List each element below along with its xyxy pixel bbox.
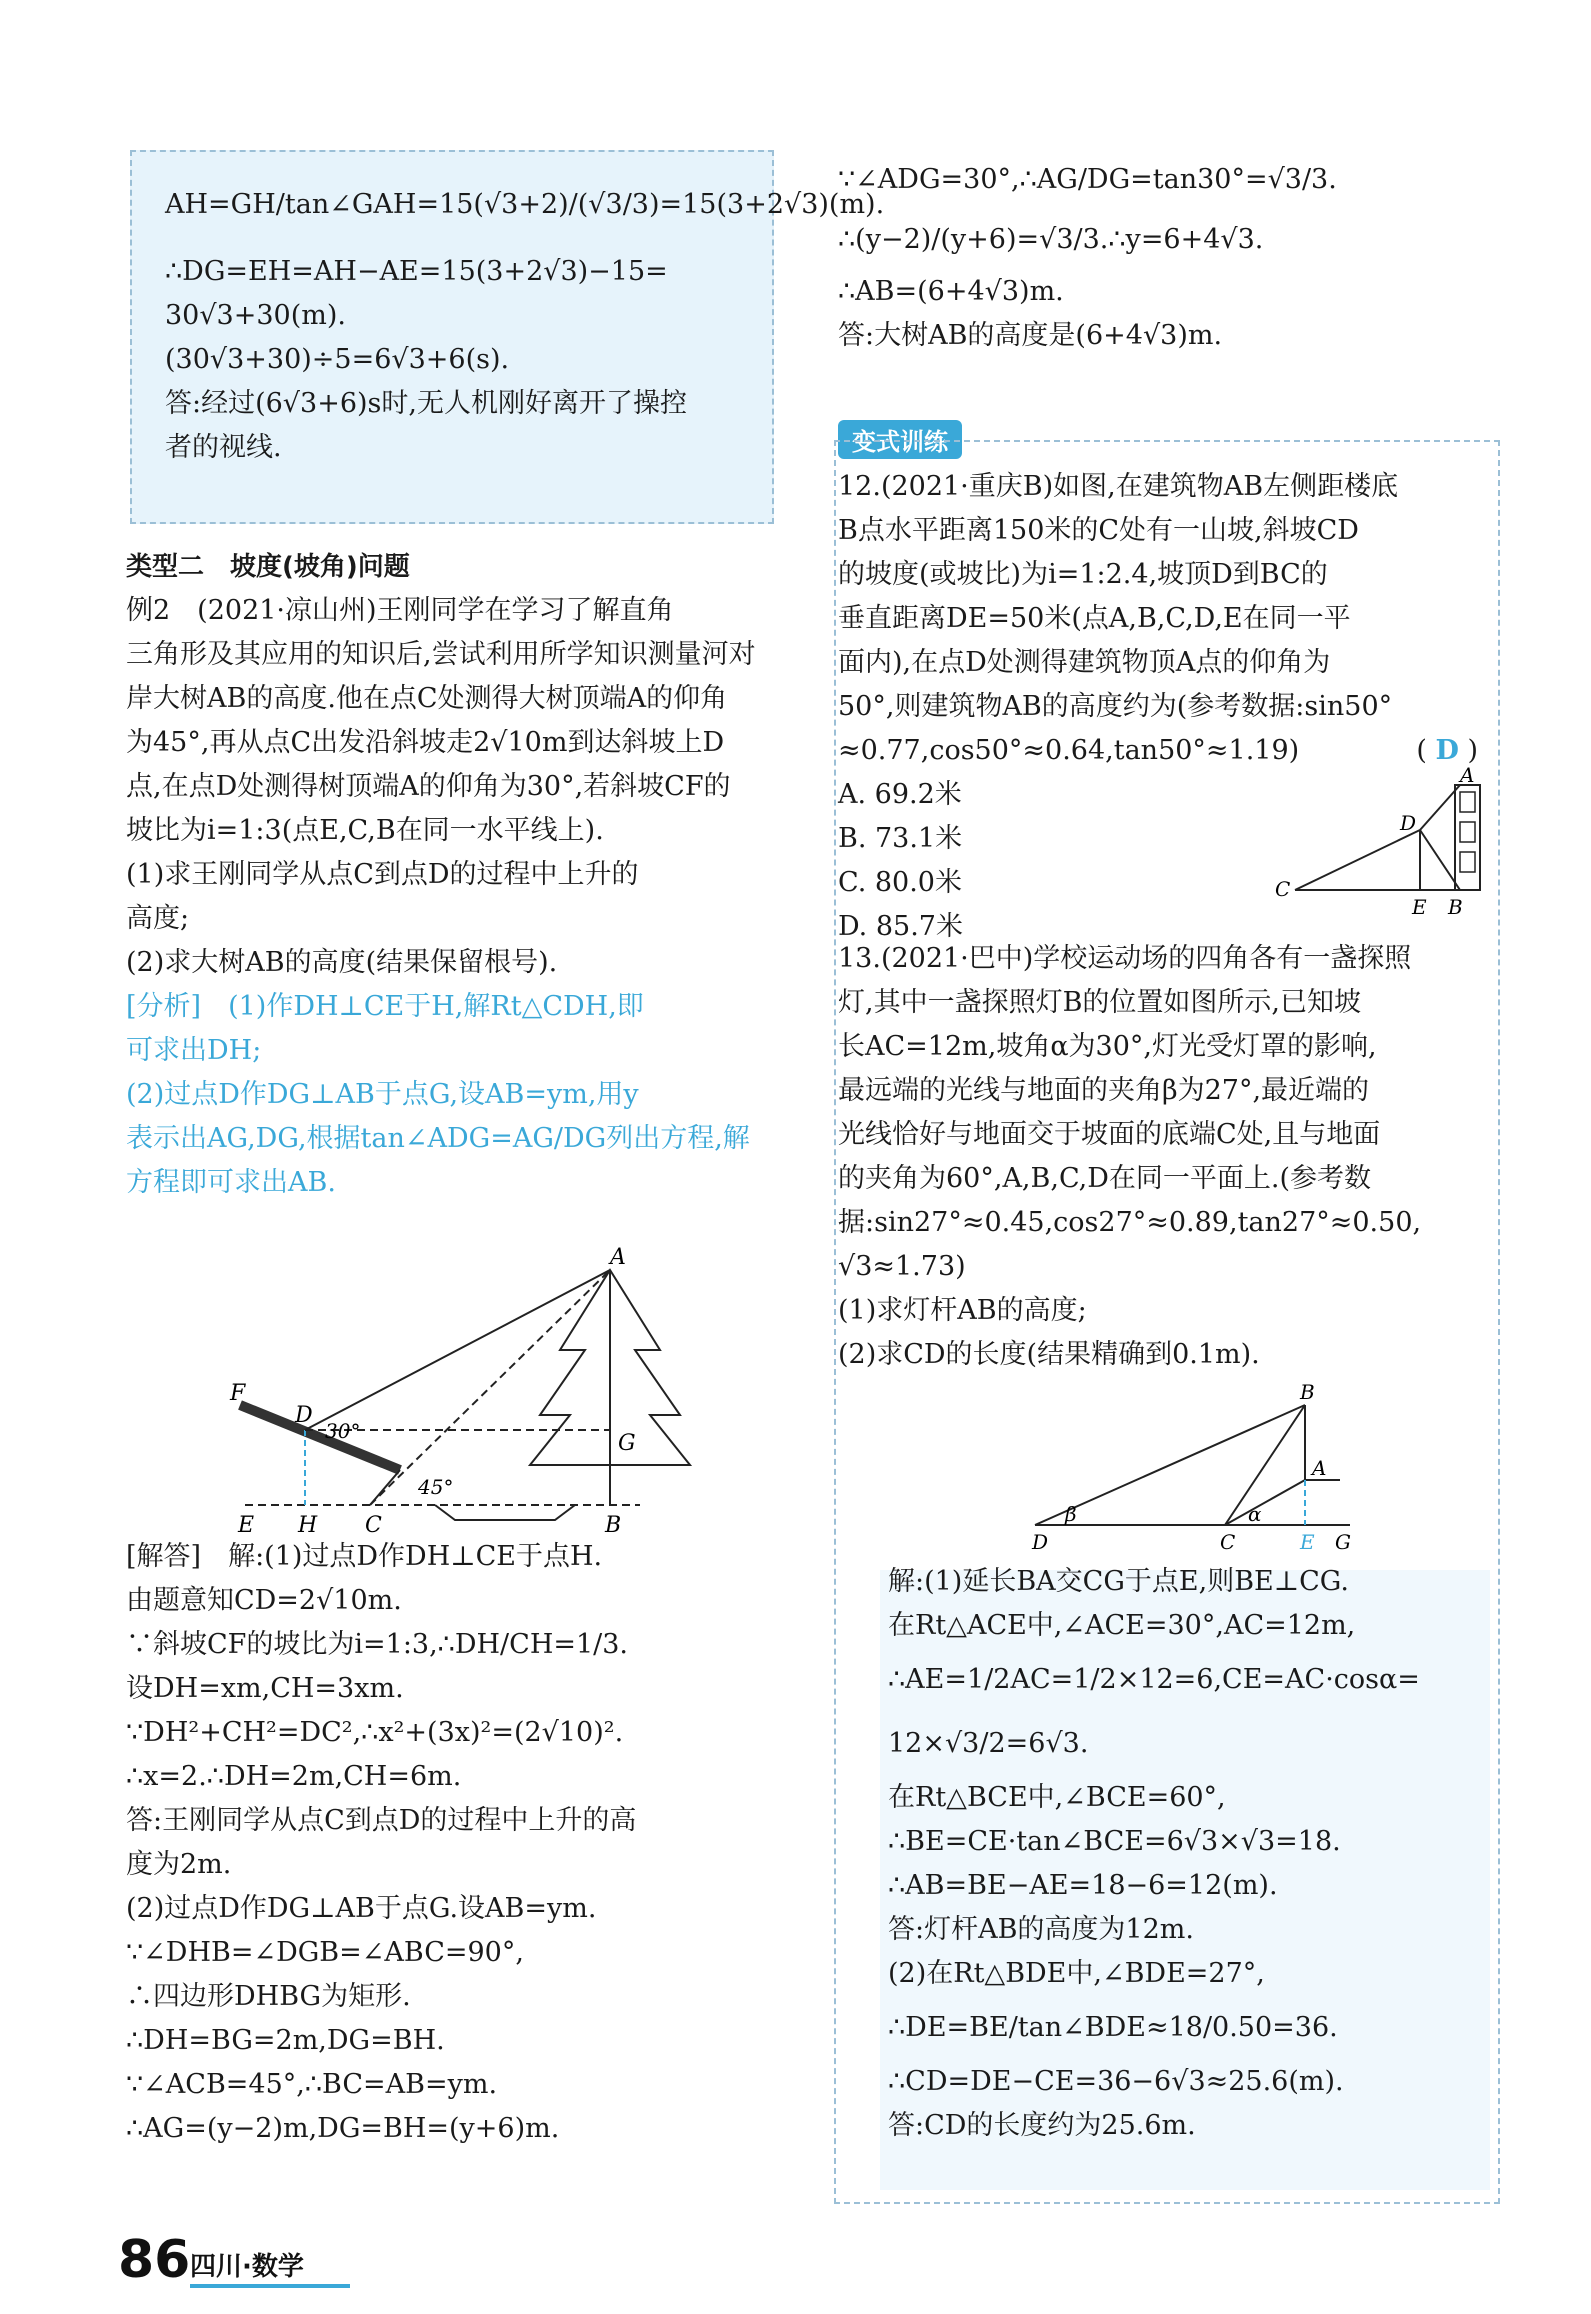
question-13 — [838, 937, 1490, 1377]
q13-label-D: D — [1032, 1530, 1049, 1554]
solution-line: ∴DH=BG=2m,DG=BH. — [126, 2025, 445, 2056]
fig-label-F: F — [230, 1381, 246, 1406]
solution-line: 度为2m. — [126, 1849, 232, 1880]
footer-label: 四川·数学 — [190, 2252, 304, 2282]
q13-line: (2)求CD的长度(结果精确到0.1m). — [838, 1339, 1260, 1370]
q13-sol-line: 解:(1)延长BA交CG于点E,则BE⊥CG. — [888, 1566, 1349, 1597]
example-line: 岸大树AB的高度.他在点C处测得大树顶端A的仰角 — [126, 683, 728, 714]
q13-line: 的夹角为60°,A,B,C,D在同一平面上.(参考数 — [838, 1163, 1371, 1194]
q13-sol-line: 答:CD的长度约为25.6m. — [888, 2110, 1196, 2141]
analysis-line: 方程即可求出AB. — [126, 1167, 336, 1198]
q13-sol-line: ∴AE=1/2AC=1/2×12=6,CE=AC·cosα= — [888, 1664, 1420, 1695]
q13-line: 灯,其中一盏探照灯B的位置如图所示,已知坡 — [838, 987, 1362, 1018]
q13-figure — [1020, 1380, 1360, 1555]
q13-sol-line: ∴AB=BE−AE=18−6=12(m). — [888, 1870, 1278, 1901]
analysis-line: (2)过点D作DG⊥AB于点G,设AB=ym,用y — [126, 1079, 639, 1110]
q12-line-ref: ≈0.77,cos50°≈0.64,tan50°≈1.19) — [838, 735, 1300, 766]
q13-sol-line: ∴DE=BE/tan∠BDE≈18/0.50=36. — [888, 2012, 1338, 2043]
example-line: 为45°,再从点C出发沿斜坡走2√10m到达斜坡上D — [126, 727, 725, 758]
solution-line: 由题意知CD=2√10m. — [126, 1585, 402, 1616]
right-line: ∵∠ADG=30°,∴AG/DG=tan30°=√3/3. — [838, 164, 1337, 195]
box-line: ∴DG=EH=AH−AE=15(3+2√3)−15= — [165, 256, 668, 287]
q12-line: 50°,则建筑物AB的高度约为(参考数据:sin50° — [838, 691, 1393, 722]
q12-line: B点水平距离150米的C处有一山坡,斜坡CD — [838, 515, 1359, 546]
q13-line: 长AC=12m,坡角α为30°,灯光受灯罩的影响, — [838, 1031, 1377, 1062]
q13-sol-line: (2)在Rt△BDE中,∠BDE=27°, — [888, 1958, 1265, 1989]
solution-line: ∴四边形DHBG为矩形. — [126, 1981, 411, 2012]
box-line: AH=GH/tan∠GAH=15(√3+2)/(√3/3)=15(3+2√3)(m). — [165, 189, 885, 220]
q13-label-alpha: α — [1248, 1502, 1262, 1526]
q12-label-E: E — [1412, 895, 1427, 919]
type-heading: 类型二 坡度(坡角)问题 — [126, 552, 410, 582]
fig-label-30: 30° — [325, 1419, 361, 1443]
q13-label-E: E — [1300, 1530, 1315, 1554]
fig-label-A: A — [610, 1245, 626, 1270]
fig-label-D: D — [295, 1403, 313, 1428]
q13-line: 最远端的光线与地面的夹角β为27°,最近端的 — [838, 1075, 1370, 1106]
q12-answer: D — [1435, 735, 1459, 766]
q13-sol-line: 答:灯杆AB的高度为12m. — [888, 1914, 1194, 1945]
q12-label-C: C — [1275, 877, 1291, 901]
example-line: 点,在点D处测得树顶端A的仰角为30°,若斜坡CF的 — [126, 771, 731, 802]
page-number: 86 — [118, 2230, 191, 2290]
left-box-text — [165, 160, 885, 470]
q13-line: 13.(2021·巴中)学校运动场的四角各有一盏探照 — [838, 943, 1412, 974]
fig-label-C: C — [365, 1513, 382, 1538]
q13-line: 光线恰好与地面交于坡面的底端C处,且与地面 — [838, 1119, 1381, 1150]
analysis-line: 可求出DH; — [126, 1035, 262, 1066]
right-line: 答:大树AB的高度是(6+4√3)m. — [838, 320, 1223, 351]
q13-label-B: B — [1300, 1380, 1315, 1404]
right-top — [838, 150, 1490, 358]
footer-rule — [190, 2284, 350, 2288]
q12-line: 垂直距离DE=50米(点A,B,C,D,E在同一平 — [838, 603, 1351, 634]
right-line: ∴(y−2)/(y+6)=√3/3.∴y=6+4√3. — [838, 224, 1264, 255]
q12-label-A: A — [1460, 763, 1475, 787]
q13-solution — [888, 1560, 1488, 2148]
q13-sol-line: 在Rt△BCE中,∠BCE=60°, — [888, 1782, 1226, 1813]
q13-sol-line: 在Rt△ACE中,∠ACE=30°,AC=12m, — [888, 1610, 1356, 1641]
q12-line: 面内),在点D处测得建筑物顶A点的仰角为 — [838, 647, 1331, 678]
q13-label-C: C — [1220, 1530, 1236, 1554]
right-line: ∴AB=(6+4√3)m. — [838, 276, 1064, 307]
solution-line: ∵∠DHB=∠DGB=∠ABC=90°, — [126, 1937, 524, 1968]
analysis-line: 表示出AG,DG,根据tan∠ADG=AG/DG列出方程,解 — [126, 1123, 750, 1154]
example-line: (2)求大树AB的高度(结果保留根号). — [126, 947, 558, 978]
q12-line: ≈0.77,cos50°≈0.64,tan50°≈1.19) ( D ) — [838, 735, 1478, 766]
example-section — [126, 545, 796, 1205]
q12-option: C. 80.0米 — [838, 867, 962, 898]
q13-label-A: A — [1312, 1456, 1327, 1480]
solution-line: ∵∠ACB=45°,∴BC=AB=ym. — [126, 2069, 498, 2100]
solution-line: ∴x=2.∴DH=2m,CH=6m. — [126, 1761, 462, 1792]
fig-label-B: B — [605, 1513, 622, 1538]
box-line: (30√3+30)÷5=6√3+6(s). — [165, 344, 510, 375]
practice-tag-label: 变式训练 — [838, 420, 962, 459]
q12-line: 12.(2021·重庆B)如图,在建筑物AB左侧距楼底 — [838, 471, 1399, 502]
analysis-line: [分析] (1)作DH⊥CE于H,解Rt△CDH,即 — [126, 991, 644, 1022]
solution-line: [解答] 解:(1)过点D作DH⊥CE于点H. — [126, 1541, 603, 1572]
box-line: 30√3+30(m). — [165, 300, 346, 331]
q12-line: 的坡度(或坡比)为i=1:2.4,坡顶D到BC的 — [838, 559, 1328, 590]
example-figure — [210, 1245, 770, 1540]
q13-label-G: G — [1335, 1530, 1351, 1554]
q13-line: √3≈1.73) — [838, 1251, 966, 1282]
q12-option: B. 73.1米 — [838, 823, 963, 854]
example-line: 例2 (2021·凉山州)王刚同学在学习了解直角 — [126, 595, 674, 626]
box-line: 答:经过(6√3+6)s时,无人机刚好离开了操控 — [165, 388, 687, 419]
fig-label-G: G — [618, 1431, 636, 1456]
q13-label-beta: β — [1065, 1502, 1077, 1526]
q13-sol-line: ∴BE=CE·tan∠BCE=6√3×√3=18. — [888, 1826, 1341, 1857]
solution-line: ∵DH²+CH²=DC²,∴x²+(3x)²=(2√10)². — [126, 1717, 624, 1748]
example-line: (1)求王刚同学从点C到点D的过程中上升的 — [126, 859, 639, 890]
q12-figure — [1260, 763, 1490, 920]
example-line: 高度; — [126, 903, 190, 934]
q13-line: (1)求灯杆AB的高度; — [838, 1295, 1087, 1326]
q13-line: 据:sin27°≈0.45,cos27°≈0.89,tan27°≈0.50, — [838, 1207, 1422, 1238]
q12-option: A. 69.2米 — [838, 779, 962, 810]
solution-line: 答:王刚同学从点C到点D的过程中上升的高 — [126, 1805, 637, 1836]
q13-sol-line: ∴CD=DE−CE=36−6√3≈25.6(m). — [888, 2066, 1344, 2097]
example-line: 三角形及其应用的知识后,尝试利用所学知识测量河对 — [126, 639, 756, 670]
fig-label-E: E — [238, 1513, 255, 1538]
solution-section — [126, 1535, 796, 2151]
q12-label-B: B — [1448, 895, 1463, 919]
fig-label-45: 45° — [418, 1475, 454, 1499]
box-line: 者的视线. — [165, 432, 282, 463]
solution-line: ∴AG=(y−2)m,DG=BH=(y+6)m. — [126, 2113, 560, 2144]
q12-option: D. 85.7米 — [838, 911, 963, 942]
solution-line: 设DH=xm,CH=3xm. — [126, 1673, 404, 1704]
q12-label-D: D — [1400, 811, 1417, 835]
example-line: 坡比为i=1:3(点E,C,B在同一水平线上). — [126, 815, 604, 846]
fig-label-H: H — [298, 1513, 318, 1538]
q13-sol-line: 12×√3/2=6√3. — [888, 1728, 1089, 1759]
solution-line: (2)过点D作DG⊥AB于点G.设AB=ym. — [126, 1893, 597, 1924]
solution-line: ∵斜坡CF的坡比为i=1:3,∴DH/CH=1/3. — [126, 1629, 629, 1660]
